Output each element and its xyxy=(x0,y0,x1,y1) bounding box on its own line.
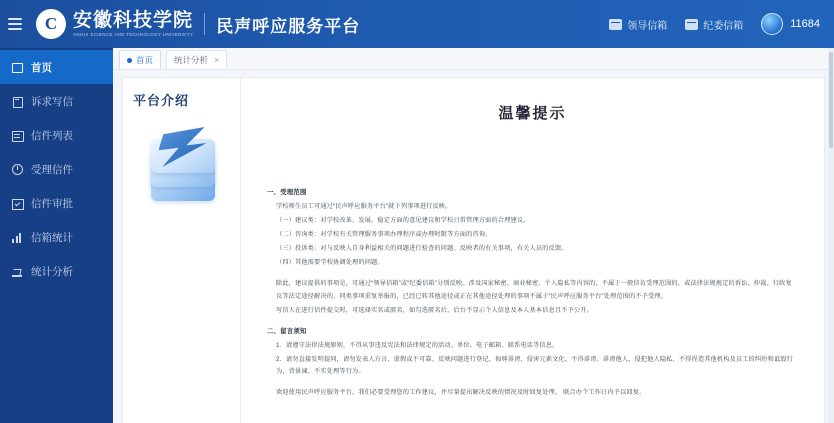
body-region xyxy=(0,48,834,423)
sidebar-item-home[interactable] xyxy=(0,50,113,84)
section-two-item: 2．请勿直接发明提问，请勿发表人方言、虚假或不可靠、反映问题进行登记、侮辱诽谤、侵害元素文化、不得诽谤、诽谤他人、侵犯他人隐私、不得捏造其他机构及员工的纠纷和诋毁行为，背景谏、不实处理等行为。 xyxy=(276,355,793,375)
top-header xyxy=(0,0,834,48)
active-dot-icon xyxy=(127,58,132,63)
section-one-item: （一）建议类：对学校改革、发展、稳定方面的意见建议和学校日常管理方面的合理建议。 xyxy=(276,217,530,225)
sidebar-item-label: 信件列表 xyxy=(31,129,73,142)
bottom-fade xyxy=(241,409,824,423)
section-two-heading: 二、留言须知 xyxy=(267,327,307,335)
sidebar-item-statistical-analysis[interactable] xyxy=(0,254,113,288)
tab-statistical-analysis[interactable] xyxy=(166,50,227,69)
tab-strip xyxy=(113,48,834,70)
pen-icon xyxy=(12,96,23,107)
sidebar-item-label: 首页 xyxy=(31,61,52,74)
sidebar-item-label: 统计分析 xyxy=(31,265,73,278)
list-icon xyxy=(12,130,23,141)
sidebar-item-label: 诉求写信 xyxy=(31,95,73,108)
university-name-cn: 安徽科技学院 xyxy=(73,9,194,31)
main-region xyxy=(113,48,834,423)
discipline-mailbox-label: 纪委信箱 xyxy=(703,20,744,32)
scrollbar-thumb[interactable] xyxy=(829,52,833,148)
layered-cube-illustration xyxy=(145,127,221,209)
notice-document xyxy=(241,78,824,423)
mailbox-icon xyxy=(609,19,622,30)
university-name-en: ANHUI SCIENCE AND TECHNOLOGY UNIVERSITY xyxy=(73,32,194,38)
sidebar-item-mailbox-stats[interactable] xyxy=(0,220,113,254)
user-menu[interactable] xyxy=(761,13,820,35)
university-logo xyxy=(36,9,66,39)
sidebar-item-label: 信箱统计 xyxy=(31,231,73,244)
sidebar xyxy=(0,48,113,423)
check-icon xyxy=(12,198,23,209)
home-panel xyxy=(123,78,824,423)
hamburger-icon[interactable] xyxy=(8,13,30,35)
home-icon xyxy=(12,62,23,73)
page-scrollbar[interactable] xyxy=(828,48,834,423)
bar-chart-icon xyxy=(12,232,23,243)
platform-title: 民声呼应服务平台 xyxy=(216,16,361,36)
section-one-heading: 一、受理范围 xyxy=(267,189,307,196)
sidebar-item-accepted-letters[interactable] xyxy=(0,152,113,186)
tab-home[interactable] xyxy=(119,50,161,69)
discipline-mailbox-button[interactable] xyxy=(685,17,743,32)
clock-icon xyxy=(12,164,23,175)
tab-label: 首页 xyxy=(136,55,154,65)
notice-body xyxy=(267,187,798,399)
leader-mailbox-button[interactable] xyxy=(609,17,667,32)
mailbox-icon xyxy=(685,19,698,30)
leader-mailbox-label: 领导信箱 xyxy=(627,20,668,32)
sidebar-item-letter-approval[interactable] xyxy=(0,186,113,220)
platform-intro-title: 平台介绍 xyxy=(133,93,190,108)
platform-intro-card xyxy=(123,78,241,423)
logo-letter: C xyxy=(44,14,58,33)
header-divider xyxy=(204,13,205,35)
notice-title: 温馨提示 xyxy=(498,106,567,122)
avatar xyxy=(761,13,783,35)
sidebar-item-label: 信件审批 xyxy=(31,197,73,210)
section-two-note: 欢迎使用民声呼应服务平台，我们必要受理您的工作建议，并尽量提出解决反映的情况及时回复处理。 联合办个工作日内予以回复。 xyxy=(276,389,646,397)
section-one-item: （三）投诉类：对与反映人自身利益相关的问题进行检查的问题、反映者的有关事项，有关人员的反馈。 xyxy=(276,245,568,253)
sidebar-item-label: 受理信件 xyxy=(31,163,73,176)
content-area xyxy=(113,70,834,423)
section-one-note-2: 写信人在进行信件提交时，可选择实名或匿名，如勾选匿名后，后台不显示个人信息及本人基本信息且不予公开。 xyxy=(276,306,593,314)
header-right-group xyxy=(609,13,820,35)
section-one-note-1: 除此，建议提供的事项是，可通过“领导信箱”或“纪委信箱”分别反映。涉及国家秘密、商业秘密、个人隐私等内容的，不属于一般信访受理范围的，或法律法规规定的诉讼、仲裁、行政复议等法定途径解决的，同类事项重复举报的，已经已转其他途径或正在其他途径处理的事项不属于“民声呼应服务平台”处理范围的不予受理。 xyxy=(276,280,792,300)
university-name xyxy=(73,11,193,38)
section-two-item: 1．请遵守法律法规原则，不得从事违反宪法和法律规定的活动、单位、电子邮箱、联系电话等信息。 xyxy=(276,341,559,349)
section-one-intro: 学校师生员工可通过“民声呼应服务平台”就下列事项进行反映。 xyxy=(276,203,452,210)
line-chart-icon xyxy=(12,266,23,277)
sidebar-item-write-letter[interactable] xyxy=(0,84,113,118)
section-one-item: （四）其他需要学校协调处理的问题。 xyxy=(276,259,384,267)
user-id-label: 11684 xyxy=(790,18,820,30)
section-one-item: （二）咨询类：对学校有关管理服务事项办理程序或办理时限等方面的咨询。 xyxy=(276,231,492,239)
tab-label: 统计分析 xyxy=(174,55,209,65)
sidebar-item-letter-list[interactable] xyxy=(0,118,113,152)
close-icon[interactable]: × xyxy=(214,55,220,65)
